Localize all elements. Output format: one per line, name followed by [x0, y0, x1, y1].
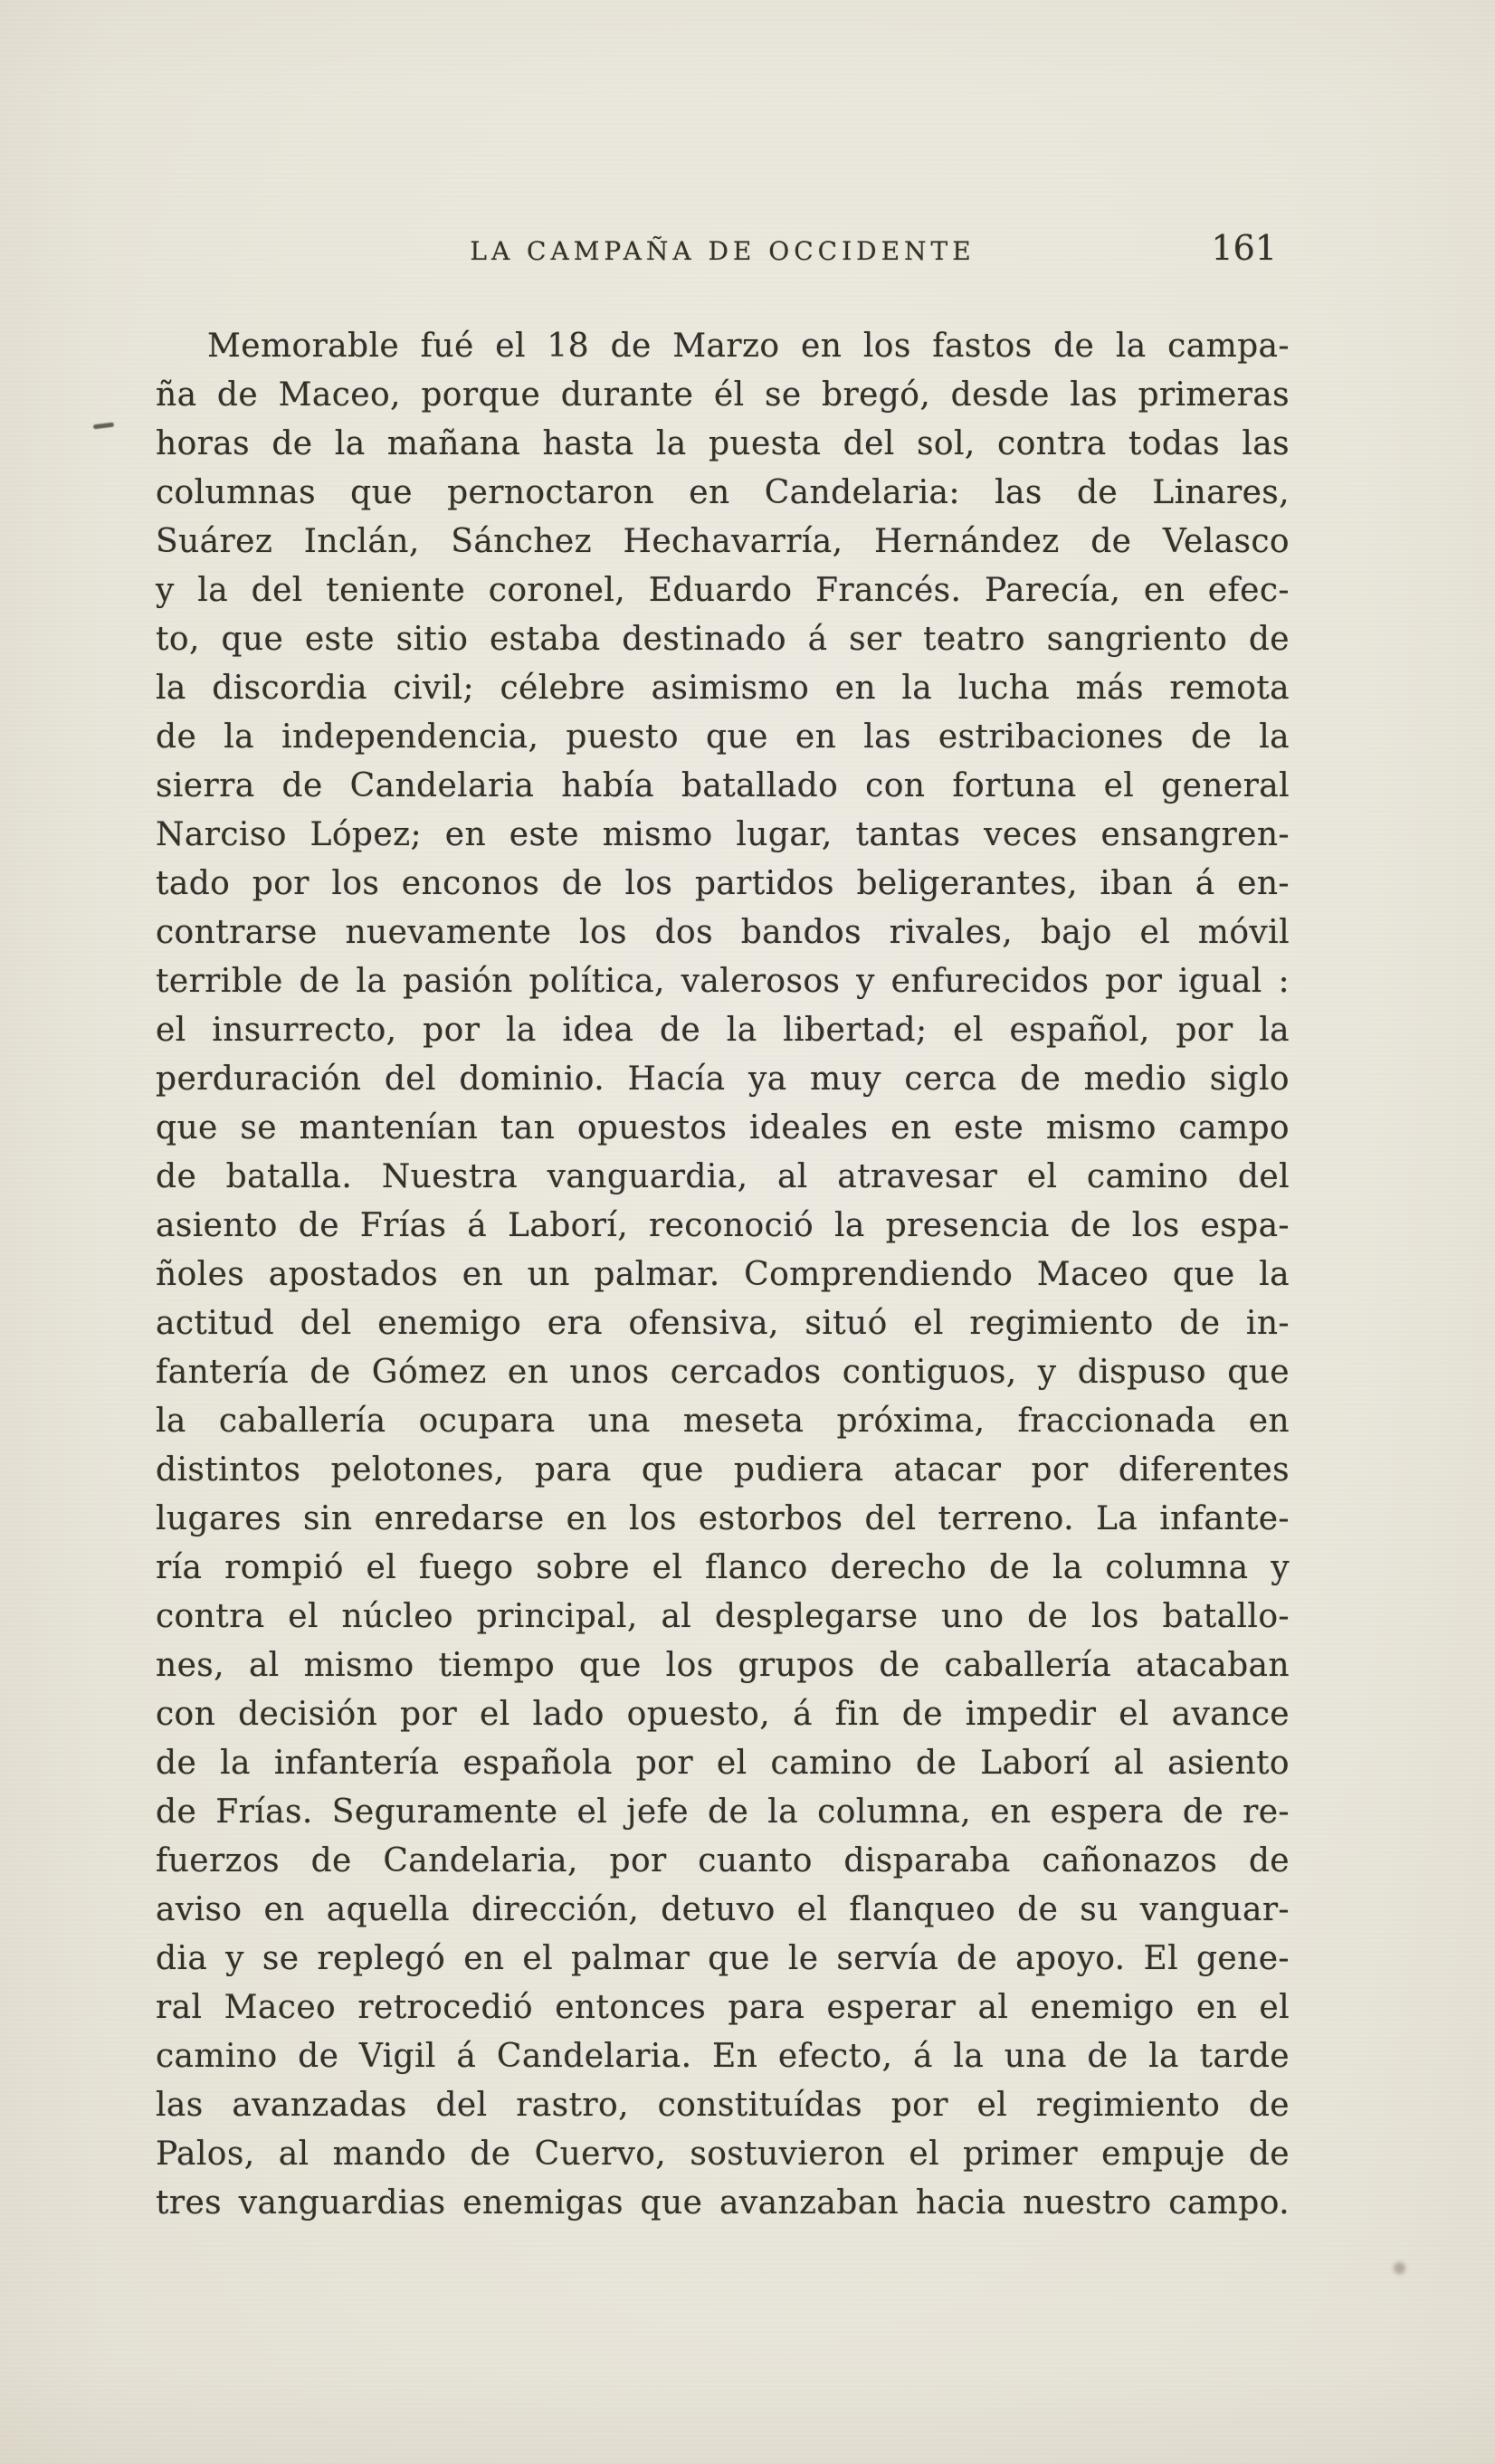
- text-line: asiento de Frías á Laborí, reconoció la presencia de los espa-: [156, 1207, 1290, 1244]
- text-line: columnas que pernoctaron en Candelaria: las de Linares,: [156, 474, 1290, 511]
- text-line: to, que este sitio estaba destinado á ser teatro sangriento de: [156, 621, 1290, 658]
- text-line: de Frías. Seguramente el jefe de la columna, en espera de re-: [156, 1793, 1290, 1831]
- text-line: contrarse nuevamente los dos bandos rivales, bajo el móvil: [156, 914, 1290, 951]
- page-header: [156, 228, 1290, 273]
- scan-artifact-dash: [93, 423, 114, 430]
- text-line: Palos, al mando de Cuervo, sostuvieron el primer empuje de: [156, 2136, 1290, 2173]
- scan-artifact-smudge: [1394, 2262, 1405, 2274]
- text-line: lugares sin enredarse en los estorbos del terreno. La infante-: [156, 1500, 1290, 1537]
- text-line: horas de la mañana hasta la puesta del sol, contra todas las: [156, 425, 1290, 462]
- text-line: la caballería ocupara una meseta próxima, fraccionada en: [156, 1403, 1290, 1440]
- text-line: sierra de Candelaria había batallado con fortuna el general: [156, 767, 1290, 804]
- text-line: de la infantería española por el camino de Laborí al asiento: [156, 1745, 1290, 1782]
- text-line: de batalla. Nuestra vanguardia, al atravesar el camino del: [156, 1158, 1290, 1195]
- text-line: tado por los enconos de los partidos beligerantes, iban á en-: [156, 865, 1290, 902]
- running-header-title: LA CAMPAÑA DE OCCIDENTE: [470, 236, 976, 266]
- text-line: con decisión por el lado opuesto, á fin de impedir el avance: [156, 1696, 1290, 1733]
- text-line: nes, al mismo tiempo que los grupos de caballería atacaban: [156, 1647, 1290, 1684]
- text-line: aviso en aquella dirección, detuvo el flanqueo de su vanguar-: [156, 1891, 1290, 1928]
- text-line: perduración del dominio. Hacía ya muy cerca de medio siglo: [156, 1061, 1290, 1098]
- text-line: ñoles apostados en un palmar. Comprendiendo Maceo que la: [156, 1256, 1290, 1293]
- text-line: fuerzos de Candelaria, por cuanto disparaba cañonazos de: [156, 1842, 1290, 1879]
- text-line: Suárez Inclán, Sánchez Hechavarría, Hernández de Velasco: [156, 523, 1290, 560]
- text-line: ría rompió el fuego sobre el flanco derecho de la columna y: [156, 1549, 1290, 1586]
- text-line: camino de Vigil á Candelaria. En efecto, á la una de la tarde: [156, 2038, 1290, 2075]
- text-line: Memorable fué el 18 de Marzo en los fastos de la campa-: [207, 328, 1290, 365]
- text-line: el insurrecto, por la idea de la libertad; el español, por la: [156, 1012, 1290, 1049]
- text-line: la discordia civil; célebre asimismo en la lucha más remota: [156, 670, 1290, 707]
- body-text: [156, 322, 1290, 2228]
- text-line: fantería de Gómez en unos cercados contiguos, y dispuso que: [156, 1354, 1290, 1391]
- text-line: de la independencia, puesto que en las estribaciones de la: [156, 718, 1290, 756]
- text-line: ña de Maceo, porque durante él se bregó, desde las primeras: [156, 376, 1290, 414]
- text-line: ral Maceo retrocedió entonces para esperar al enemigo en el: [156, 1989, 1290, 2026]
- text-line: y la del teniente coronel, Eduardo Francés. Parecía, en efec-: [156, 572, 1290, 609]
- text-line: que se mantenían tan opuestos ideales en este mismo campo: [156, 1109, 1290, 1146]
- text-line: dia y se replegó en el palmar que le servía de apoyo. El gene-: [156, 1940, 1290, 1977]
- text-line: las avanzadas del rastro, constituídas por el regimiento de: [156, 2087, 1290, 2124]
- page-number: 161: [1211, 228, 1277, 268]
- text-line: distintos pelotones, para que pudiera atacar por diferentes: [156, 1451, 1290, 1489]
- text-line: Narciso López; en este mismo lugar, tantas veces ensangren-: [156, 816, 1290, 853]
- text-line: contra el núcleo principal, al desplegarse uno de los batallo-: [156, 1598, 1290, 1635]
- text-line: terrible de la pasión política, valerosos y enfurecidos por igual :: [156, 963, 1290, 1000]
- text-line: actitud del enemigo era ofensiva, situó el regimiento de in-: [156, 1305, 1290, 1342]
- text-line: tres vanguardias enemigas que avanzaban hacia nuestro campo.: [156, 2184, 1290, 2221]
